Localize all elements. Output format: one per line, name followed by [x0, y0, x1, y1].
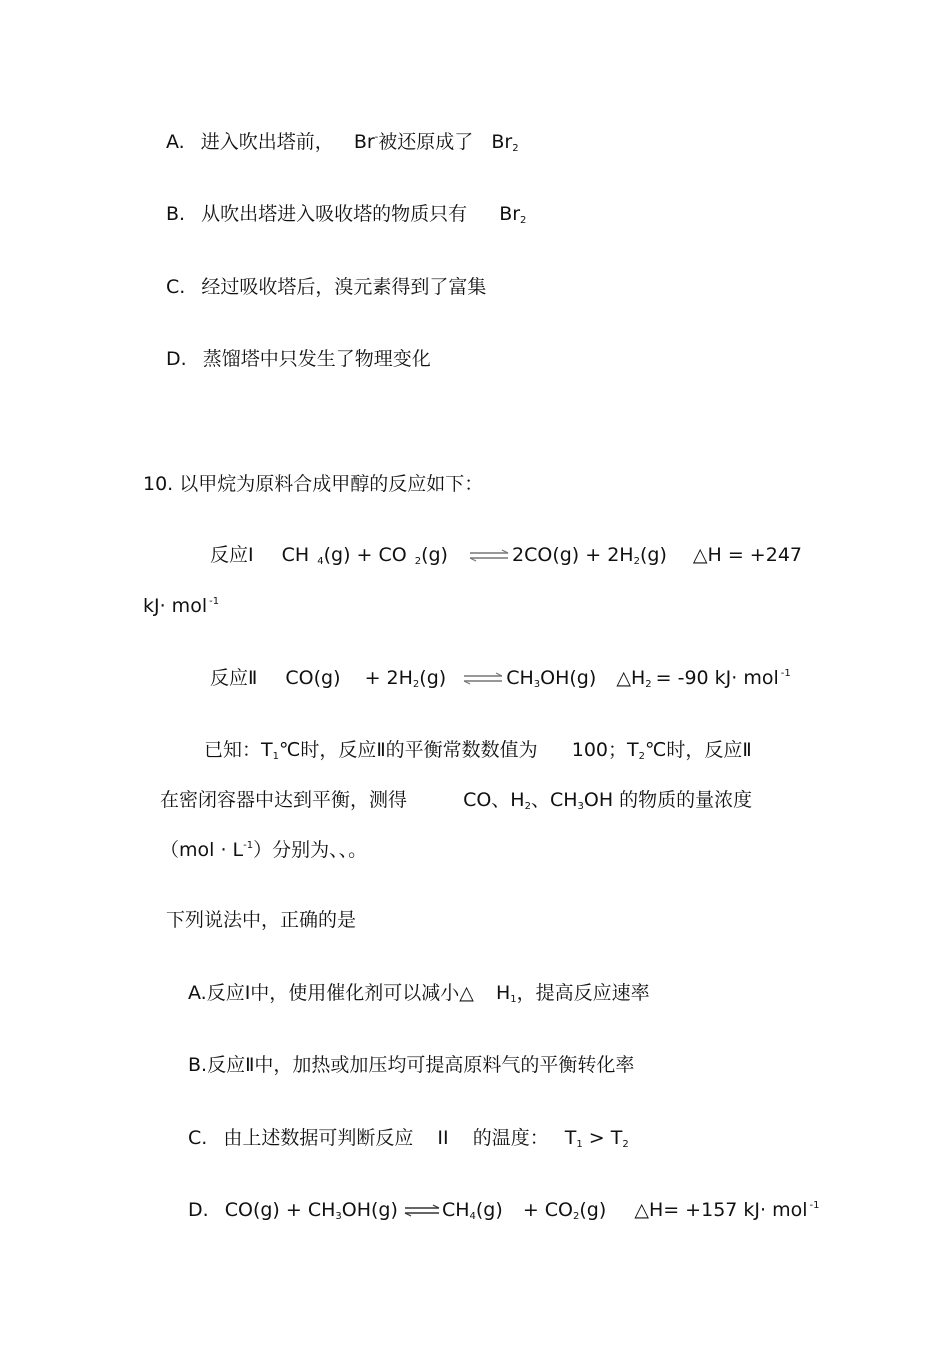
- superscript: -1: [809, 1200, 820, 1211]
- known-line-1: [204, 738, 752, 762]
- known-text: ℃时，反应Ⅱ的平衡常数数值为: [278, 739, 538, 761]
- comparison: > T: [588, 1127, 623, 1149]
- enthalpy-symbol: △H: [616, 667, 646, 689]
- chem-state: OH(g): [341, 1199, 398, 1221]
- subscript: 2: [622, 1139, 629, 1150]
- option-text: 反应Ⅱ中，加热或加压均可提高原料气的平衡转化率: [207, 1054, 635, 1076]
- option-key: D.: [166, 348, 187, 370]
- q10-option-d: [188, 1198, 820, 1222]
- q10-option-c: [188, 1126, 629, 1150]
- option-a-prev: [166, 130, 519, 154]
- enthalpy-value: △H= +157 kJ· mol: [634, 1199, 808, 1221]
- chem-state: (g): [475, 1199, 503, 1221]
- reaction-2: [210, 666, 791, 690]
- subscript: 4: [469, 1211, 476, 1222]
- equilibrium-arrow-icon: [468, 549, 510, 563]
- option-text: H: [495, 982, 511, 1004]
- subscript: 3: [533, 679, 541, 690]
- subscript: 2: [512, 143, 519, 154]
- known-text: 在密闭容器中达到平衡，测得: [160, 789, 408, 811]
- reaction-label: 反应Ⅰ: [210, 544, 254, 566]
- q10-option-b: [188, 1053, 634, 1077]
- chem-species: Br: [353, 131, 375, 153]
- known-text: （mol · L: [160, 839, 244, 861]
- known-text: OH 的物质的量浓度: [583, 789, 753, 811]
- chem-species: + 2H: [364, 667, 413, 689]
- subscript: 2: [520, 215, 527, 226]
- known-text: 已知：T: [204, 739, 273, 761]
- option-text: 反应Ⅰ中，使用催化剂可以减小△: [206, 982, 474, 1004]
- subscript: 2: [573, 1211, 580, 1222]
- q10-prompt: 下列说法中，正确的是: [166, 909, 357, 931]
- subscript: 2: [638, 751, 645, 762]
- known-line-2: [160, 788, 752, 812]
- option-text: 经过吸收塔后，溴元素得到了富集: [201, 276, 487, 298]
- option-c-prev: [166, 275, 486, 299]
- option-text: 由上述数据可判断反应: [223, 1127, 414, 1149]
- option-key: D.: [188, 1199, 209, 1221]
- option-key: A.: [188, 982, 207, 1004]
- reaction-1-unit: [143, 594, 219, 618]
- chem-species: CH: [506, 667, 534, 689]
- chem-species: + CO: [522, 1199, 574, 1221]
- subscript: 2: [633, 556, 640, 567]
- q10-option-a: [188, 981, 650, 1005]
- superscript: -1: [209, 596, 220, 607]
- chem-species: Br: [499, 203, 521, 225]
- unit: kJ· mol: [143, 595, 208, 617]
- subscript: 4: [317, 556, 324, 567]
- temperature-symbol: T: [564, 1127, 577, 1149]
- option-text: 进入吹出塔前，: [200, 131, 334, 153]
- reaction-label: 反应Ⅱ: [210, 667, 258, 689]
- enthalpy-value: △H = +247: [692, 544, 802, 566]
- reaction-1: [210, 543, 802, 567]
- chem-state: (g): [579, 1199, 607, 1221]
- q10-stem: 10. 以甲烷为原料合成甲醇的反应如下：: [143, 473, 484, 495]
- option-text: 蒸馏塔中只发生了物理变化: [202, 348, 431, 370]
- chem-species: CH: [441, 1199, 470, 1221]
- chem-state: (g): [639, 544, 667, 566]
- chem-species: Br: [491, 131, 513, 153]
- option-key: C.: [188, 1127, 208, 1149]
- option-b-prev: [166, 202, 526, 226]
- chem-species: CO(g): [285, 667, 341, 689]
- chem-state: (g): [419, 667, 447, 689]
- option-text: 的温度：: [472, 1127, 549, 1149]
- known-text: ℃时，反应Ⅱ: [644, 739, 752, 761]
- equilibrium-arrow-icon: [404, 1204, 440, 1218]
- chem-state: OH(g): [540, 667, 597, 689]
- chem-species: (g) + CO: [323, 544, 407, 566]
- subscript: 1: [510, 994, 517, 1005]
- chem-state: (g): [421, 544, 448, 566]
- known-text: ）分别为、、。: [253, 839, 368, 861]
- superscript: -1: [780, 668, 791, 679]
- subscript: 2: [414, 556, 422, 567]
- known-line-3: [160, 838, 367, 862]
- option-text: 被还原成了: [378, 131, 474, 153]
- option-key: C.: [166, 276, 186, 298]
- option-text: 从吹出塔进入吸收塔的物质只有: [201, 203, 468, 225]
- option-text: ，提高反应速率: [516, 982, 650, 1004]
- enthalpy-value: = -90 kJ· mol: [655, 667, 779, 689]
- subscript: 2: [412, 679, 420, 690]
- superscript: -1: [243, 840, 254, 851]
- option-key: A.: [166, 131, 185, 153]
- subscript: 3: [577, 801, 584, 812]
- known-text: 100；T: [571, 739, 639, 761]
- charge-sup: -: [374, 132, 379, 143]
- subscript: 1: [576, 1139, 583, 1150]
- subscript: 1: [272, 751, 279, 762]
- option-key: B.: [166, 203, 186, 225]
- option-key: B.: [188, 1054, 208, 1076]
- subscript: 3: [335, 1211, 342, 1222]
- option-d-prev: [166, 347, 431, 371]
- chem-species: CO(g) + CH: [224, 1199, 336, 1221]
- known-text: 、CH: [530, 789, 578, 811]
- equilibrium-arrow-icon: [462, 672, 504, 686]
- chem-species: 2CO(g) + 2H: [512, 544, 634, 566]
- subscript: 2: [524, 801, 531, 812]
- chem-species: CH: [281, 544, 310, 566]
- option-text: II: [437, 1127, 449, 1149]
- known-text: CO、H: [463, 789, 525, 811]
- subscript: 2: [645, 679, 652, 690]
